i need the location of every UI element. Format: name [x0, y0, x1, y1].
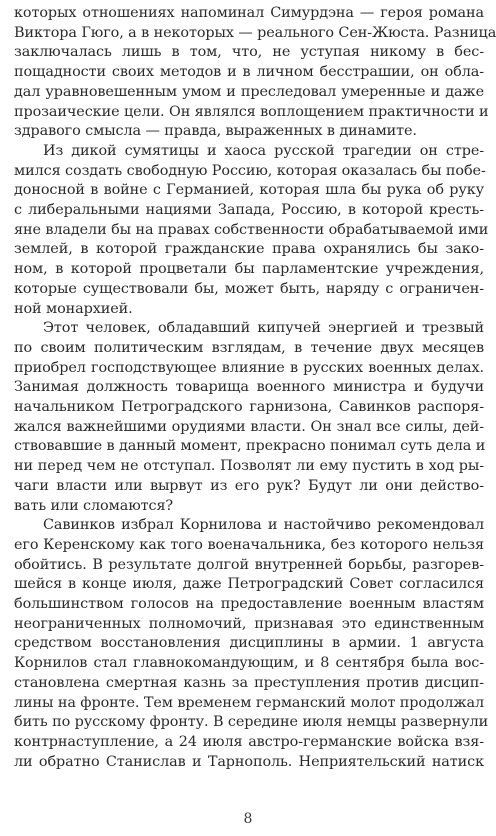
text-line: неограниченных полномочий, признавая это единственным: [14, 615, 484, 632]
text-line: лины на фронте. Тем временем германский молот продолжал: [14, 694, 484, 711]
text-line: жался важнейшими орудиями власти. Он знал все силы, дей-: [14, 418, 484, 435]
text-line: яне владели бы на правах собственности обрабатываемой ими: [14, 221, 489, 238]
text-line: средством восстановления дисциплины в армии. 1 августа: [14, 635, 484, 652]
text-line: большинством голосов на предоставление военным властям: [14, 596, 484, 612]
text-line: пощадности своих методов и в личном бесстрашии, он обла-: [14, 64, 484, 81]
text-line: по своим политическим взглядам, в течение двух месяцев: [14, 339, 484, 356]
paragraph-first-line: Савинков избрал Корнилова и настойчиво рекомендовал: [43, 517, 484, 534]
text-line: которые существовали бы, может быть, наряду с ограничен-: [14, 280, 484, 297]
text-line: Корнилов стал главнокомандующим, и 8 сентября была вос-: [14, 655, 484, 672]
text-line: начальником Петроградского гарнизона, Савинков распоря-: [14, 399, 484, 415]
text-line: приобрел господствующее влияние в русских военных делах.: [14, 359, 484, 376]
text-line: здравого смысла — правда, выраженных в динамите.: [14, 123, 417, 140]
text-line: Виктора Гюго, а в некоторых — реального Сен-Жюста. Разница: [14, 24, 496, 41]
text-line: Занимая должность товарища военного министра и будучи: [14, 379, 484, 396]
text-line: которых отношениях напоминал Симурдэна — героя романа: [14, 5, 484, 21]
text-line: обойтись. В результате долгой внутренней борьбы, разгорев-: [14, 556, 484, 573]
text-line: землей, в которой гражданские права охранялись бы зако-: [14, 241, 484, 258]
text-line: ном, в которой процветали бы парламентские учреждения,: [14, 261, 484, 278]
text-line: контрнаступление, а 24 июля австро-германские войска взя-: [14, 733, 484, 750]
text-line: ной монархией.: [14, 300, 133, 317]
text-line: ни перед чем не отступал. Позволят ли ему пустить в ход ры-: [14, 458, 484, 475]
text-line: доносной в войне с Германией, которая шла бы рука об руку: [14, 182, 484, 199]
text-line: становлена смертная казнь за преступления против дисцип-: [14, 674, 484, 691]
text-line: ствовавшие в данный момент, прекрасно понимал суть дела и: [14, 438, 486, 455]
text-line: дал уравновешенным умом и преследовал умеренные и даже: [14, 83, 484, 100]
text-line: с либеральными нациями Запада, Россию, в которой кресть-: [14, 202, 484, 218]
page-number: 8: [243, 811, 253, 827]
text-line: чаги власти или вырвут из его рук? Будут ли они действо-: [14, 477, 484, 494]
text-line: ли обратно Станислав и Тарнополь. Неприятельский натиск: [14, 753, 484, 770]
paragraph-first-line: Этот человек, обладавший кипучей энергией и трезвый: [43, 320, 484, 337]
text-line: прозаические цели. Он являлся воплощением практичности и: [14, 103, 489, 120]
text-line: заключалась лишь в том, что, не уступая никому в бес-: [14, 44, 484, 61]
text-line: вать или сломаются?: [14, 497, 174, 514]
text-line: мился создать свободную Россию, которая оказалась бы побе-: [14, 162, 486, 179]
text-line: его Керенскому как того военачальника, без которого нельзя: [14, 536, 484, 553]
text-line: шейся в конце июля, даже Петроградский Совет согласился: [14, 576, 484, 593]
text-line: бить по русскому фронту. В середине июля немцы развернули: [14, 714, 489, 731]
paragraph-first-line: Из дикой сумятицы и хаоса русской трагедии он стре-: [43, 142, 484, 159]
